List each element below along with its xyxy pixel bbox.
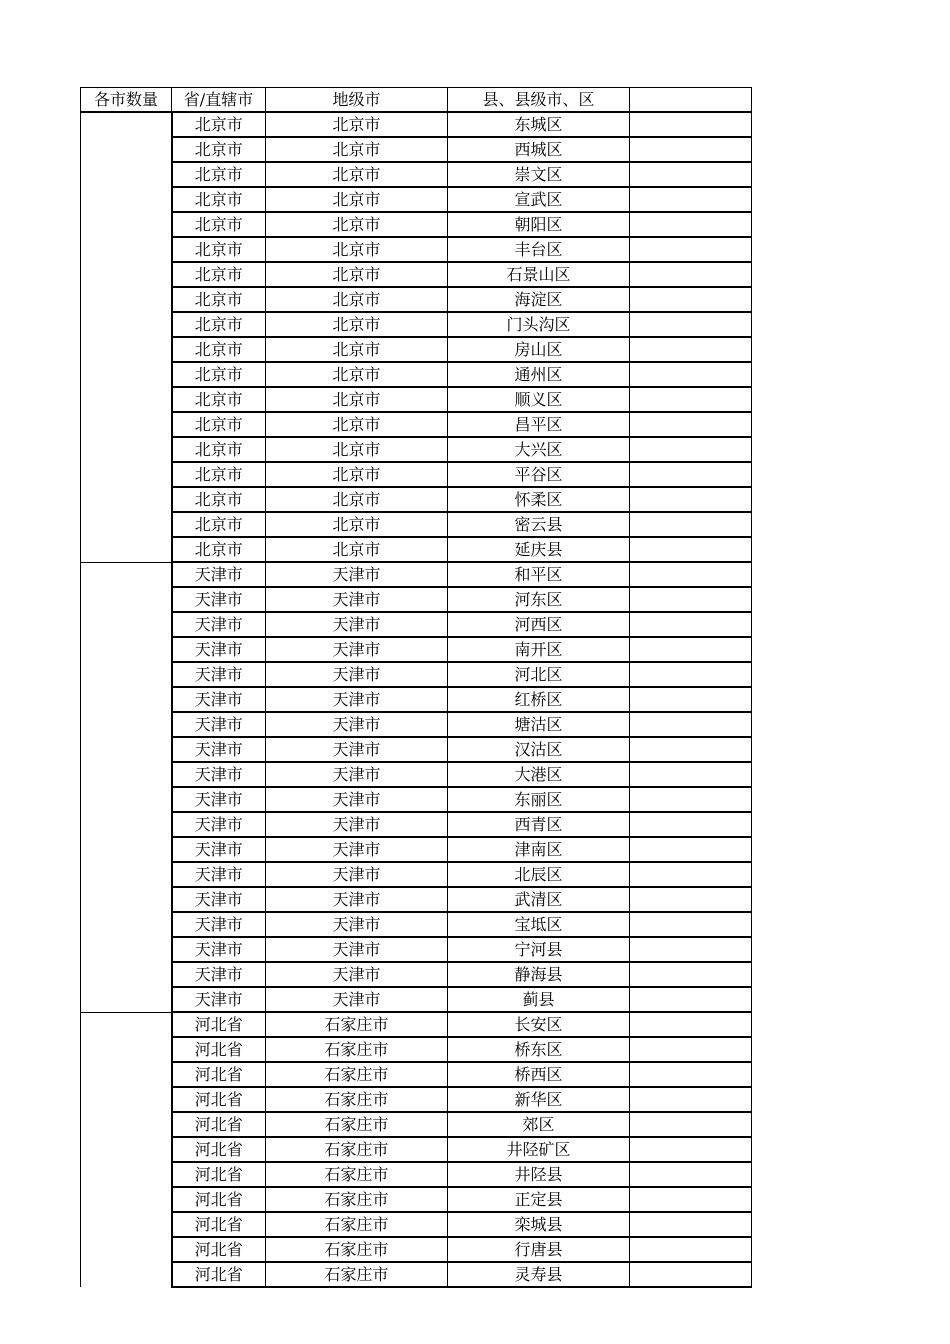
- city-cell[interactable]: 北京市: [266, 137, 448, 162]
- count-cell[interactable]: [81, 912, 172, 937]
- extra-cell[interactable]: [630, 737, 752, 762]
- province-cell[interactable]: 天津市: [172, 962, 266, 987]
- count-cell[interactable]: [81, 262, 172, 287]
- county-cell[interactable]: 东丽区: [448, 787, 630, 812]
- count-cell[interactable]: [81, 1262, 172, 1287]
- table-row: [81, 712, 752, 737]
- count-cell[interactable]: [81, 587, 172, 612]
- extra-cell[interactable]: [630, 112, 752, 137]
- province-cell[interactable]: 北京市: [172, 287, 266, 312]
- county-cell[interactable]: 静海县: [448, 962, 630, 987]
- province-cell[interactable]: 天津市: [172, 662, 266, 687]
- city-cell[interactable]: 天津市: [266, 737, 448, 762]
- count-cell[interactable]: [81, 537, 172, 562]
- county-cell[interactable]: 昌平区: [448, 412, 630, 437]
- count-cell[interactable]: [81, 612, 172, 637]
- province-cell[interactable]: 天津市: [172, 812, 266, 837]
- province-cell[interactable]: 北京市: [172, 337, 266, 362]
- header-count[interactable]: 各市数量: [81, 88, 172, 113]
- county-cell[interactable]: 西城区: [448, 137, 630, 162]
- county-cell[interactable]: 河北区: [448, 662, 630, 687]
- extra-cell[interactable]: [630, 1237, 752, 1262]
- county-cell[interactable]: 灵寿县: [448, 1262, 630, 1287]
- table-row: [81, 437, 752, 462]
- county-cell[interactable]: 延庆县: [448, 537, 630, 562]
- table-row: [81, 662, 752, 687]
- count-cell[interactable]: [81, 387, 172, 412]
- city-cell[interactable]: 石家庄市: [266, 1037, 448, 1062]
- count-cell[interactable]: [81, 1037, 172, 1062]
- city-cell[interactable]: 北京市: [266, 237, 448, 262]
- province-cell[interactable]: 天津市: [172, 612, 266, 637]
- extra-cell[interactable]: [630, 1137, 752, 1162]
- city-cell[interactable]: 北京市: [266, 262, 448, 287]
- count-cell[interactable]: [81, 362, 172, 387]
- province-cell[interactable]: 北京市: [172, 112, 266, 137]
- count-cell[interactable]: [81, 287, 172, 312]
- extra-cell[interactable]: [630, 887, 752, 912]
- count-cell[interactable]: [81, 862, 172, 887]
- extra-cell[interactable]: [630, 862, 752, 887]
- header-extra[interactable]: [630, 88, 752, 113]
- province-cell[interactable]: 北京市: [172, 362, 266, 387]
- city-cell[interactable]: 北京市: [266, 462, 448, 487]
- table-row: [81, 162, 752, 187]
- spreadsheet: [80, 87, 752, 1288]
- county-cell[interactable]: 红桥区: [448, 687, 630, 712]
- province-cell[interactable]: 河北省: [172, 1162, 266, 1187]
- county-cell[interactable]: 宣武区: [448, 187, 630, 212]
- count-cell[interactable]: [81, 712, 172, 737]
- province-cell[interactable]: 河北省: [172, 1137, 266, 1162]
- extra-cell[interactable]: [630, 387, 752, 412]
- province-cell[interactable]: 河北省: [172, 1087, 266, 1112]
- city-cell[interactable]: 天津市: [266, 987, 448, 1012]
- table-row: [81, 1062, 752, 1087]
- count-cell[interactable]: [81, 812, 172, 837]
- table-row: [81, 237, 752, 262]
- count-cell[interactable]: [81, 737, 172, 762]
- count-cell[interactable]: [81, 187, 172, 212]
- extra-cell[interactable]: [630, 1112, 752, 1137]
- count-cell[interactable]: [81, 1212, 172, 1237]
- count-cell[interactable]: [81, 1187, 172, 1212]
- county-cell[interactable]: 井陉矿区: [448, 1137, 630, 1162]
- region-table: [80, 87, 752, 1288]
- table-row: [81, 1237, 752, 1262]
- table-row: [81, 462, 752, 487]
- table-row: [81, 762, 752, 787]
- county-cell[interactable]: 桥东区: [448, 1037, 630, 1062]
- extra-cell[interactable]: [630, 412, 752, 437]
- province-cell[interactable]: 天津市: [172, 637, 266, 662]
- county-cell[interactable]: 丰台区: [448, 237, 630, 262]
- province-cell[interactable]: 北京市: [172, 512, 266, 537]
- count-cell[interactable]: [81, 237, 172, 262]
- extra-cell[interactable]: [630, 812, 752, 837]
- city-cell[interactable]: 天津市: [266, 837, 448, 862]
- city-cell[interactable]: 北京市: [266, 212, 448, 237]
- table-row: [81, 787, 752, 812]
- province-cell[interactable]: 天津市: [172, 837, 266, 862]
- city-cell[interactable]: 天津市: [266, 962, 448, 987]
- city-cell[interactable]: 天津市: [266, 787, 448, 812]
- extra-cell[interactable]: [630, 537, 752, 562]
- province-cell[interactable]: 天津市: [172, 737, 266, 762]
- city-cell[interactable]: 石家庄市: [266, 1237, 448, 1262]
- table-row: [81, 587, 752, 612]
- extra-cell[interactable]: [630, 937, 752, 962]
- county-cell[interactable]: 怀柔区: [448, 487, 630, 512]
- city-cell[interactable]: 天津市: [266, 762, 448, 787]
- province-cell[interactable]: 北京市: [172, 487, 266, 512]
- province-cell[interactable]: 北京市: [172, 137, 266, 162]
- province-cell[interactable]: 河北省: [172, 1062, 266, 1087]
- extra-cell[interactable]: [630, 1012, 752, 1037]
- extra-cell[interactable]: [630, 437, 752, 462]
- county-cell[interactable]: 平谷区: [448, 462, 630, 487]
- extra-cell[interactable]: [630, 612, 752, 637]
- extra-cell[interactable]: [630, 687, 752, 712]
- table-row: [81, 312, 752, 337]
- county-cell[interactable]: 顺义区: [448, 387, 630, 412]
- county-cell[interactable]: 宁河县: [448, 937, 630, 962]
- province-cell[interactable]: 河北省: [172, 1187, 266, 1212]
- county-cell[interactable]: 河东区: [448, 587, 630, 612]
- header-county[interactable]: 县、县级市、区: [448, 88, 630, 113]
- city-cell[interactable]: 北京市: [266, 312, 448, 337]
- count-cell[interactable]: [81, 1237, 172, 1262]
- city-cell[interactable]: 天津市: [266, 612, 448, 637]
- table-row: [81, 962, 752, 987]
- table-row: [81, 912, 752, 937]
- county-cell[interactable]: 河西区: [448, 612, 630, 637]
- province-cell[interactable]: 河北省: [172, 1037, 266, 1062]
- province-cell[interactable]: 北京市: [172, 187, 266, 212]
- province-cell[interactable]: 天津市: [172, 887, 266, 912]
- extra-cell[interactable]: [630, 287, 752, 312]
- county-cell[interactable]: 武清区: [448, 887, 630, 912]
- extra-cell[interactable]: [630, 762, 752, 787]
- count-cell[interactable]: [81, 987, 172, 1012]
- count-cell[interactable]: [81, 437, 172, 462]
- table-row: [81, 1012, 752, 1037]
- province-cell[interactable]: 河北省: [172, 1237, 266, 1262]
- table-row: [81, 337, 752, 362]
- county-cell[interactable]: 朝阳区: [448, 212, 630, 237]
- county-cell[interactable]: 大兴区: [448, 437, 630, 462]
- county-cell[interactable]: 南开区: [448, 637, 630, 662]
- city-cell[interactable]: 北京市: [266, 187, 448, 212]
- province-cell[interactable]: 北京市: [172, 162, 266, 187]
- province-cell[interactable]: 北京市: [172, 262, 266, 287]
- city-cell[interactable]: 天津市: [266, 662, 448, 687]
- province-cell[interactable]: 天津市: [172, 987, 266, 1012]
- province-cell[interactable]: 天津市: [172, 937, 266, 962]
- table-row: [81, 1112, 752, 1137]
- city-cell[interactable]: 天津市: [266, 637, 448, 662]
- table-row: [81, 612, 752, 637]
- extra-cell[interactable]: [630, 1062, 752, 1087]
- extra-cell[interactable]: [630, 587, 752, 612]
- extra-cell[interactable]: [630, 837, 752, 862]
- table-row: [81, 137, 752, 162]
- extra-cell[interactable]: [630, 912, 752, 937]
- extra-cell[interactable]: [630, 1162, 752, 1187]
- city-cell[interactable]: 北京市: [266, 512, 448, 537]
- count-cell[interactable]: [81, 337, 172, 362]
- city-cell[interactable]: 石家庄市: [266, 1262, 448, 1287]
- province-cell[interactable]: 天津市: [172, 912, 266, 937]
- province-cell[interactable]: 天津市: [172, 762, 266, 787]
- count-cell[interactable]: [81, 487, 172, 512]
- count-cell[interactable]: [81, 637, 172, 662]
- county-cell[interactable]: 井陉县: [448, 1162, 630, 1187]
- count-cell[interactable]: [81, 962, 172, 987]
- count-cell[interactable]: [81, 837, 172, 862]
- header-row: [81, 88, 752, 113]
- count-cell[interactable]: [81, 887, 172, 912]
- count-cell[interactable]: [81, 762, 172, 787]
- table-row: [81, 1137, 752, 1162]
- county-cell[interactable]: 新华区: [448, 1087, 630, 1112]
- extra-cell[interactable]: [630, 362, 752, 387]
- table-row: [81, 262, 752, 287]
- table-row: [81, 212, 752, 237]
- count-cell[interactable]: [81, 1162, 172, 1187]
- header-city[interactable]: 地级市: [266, 88, 448, 113]
- city-cell[interactable]: 天津市: [266, 812, 448, 837]
- table-row: [81, 537, 752, 562]
- province-cell[interactable]: 天津市: [172, 787, 266, 812]
- extra-cell[interactable]: [630, 1037, 752, 1062]
- province-cell[interactable]: 天津市: [172, 562, 266, 587]
- city-cell[interactable]: 天津市: [266, 862, 448, 887]
- extra-cell[interactable]: [630, 962, 752, 987]
- table-row: [81, 812, 752, 837]
- extra-cell[interactable]: [630, 662, 752, 687]
- count-cell[interactable]: [81, 137, 172, 162]
- count-cell[interactable]: [81, 687, 172, 712]
- county-cell[interactable]: 通州区: [448, 362, 630, 387]
- count-cell[interactable]: [81, 787, 172, 812]
- province-cell[interactable]: 天津市: [172, 712, 266, 737]
- county-cell[interactable]: 崇文区: [448, 162, 630, 187]
- county-cell[interactable]: 西青区: [448, 812, 630, 837]
- province-cell[interactable]: 天津市: [172, 687, 266, 712]
- table-row: [81, 512, 752, 537]
- table-row: [81, 362, 752, 387]
- city-cell[interactable]: 北京市: [266, 537, 448, 562]
- extra-cell[interactable]: [630, 787, 752, 812]
- county-cell[interactable]: 汉沽区: [448, 737, 630, 762]
- county-cell[interactable]: 海淀区: [448, 287, 630, 312]
- count-cell[interactable]: [81, 1012, 172, 1037]
- city-cell[interactable]: 北京市: [266, 337, 448, 362]
- city-cell[interactable]: 石家庄市: [266, 1212, 448, 1237]
- city-cell[interactable]: 北京市: [266, 387, 448, 412]
- table-row: [81, 637, 752, 662]
- table-row: [81, 412, 752, 437]
- extra-cell[interactable]: [630, 1212, 752, 1237]
- city-cell[interactable]: 北京市: [266, 287, 448, 312]
- count-cell[interactable]: [81, 162, 172, 187]
- city-cell[interactable]: 石家庄市: [266, 1112, 448, 1137]
- table-row: [81, 937, 752, 962]
- province-cell[interactable]: 天津市: [172, 862, 266, 887]
- province-cell[interactable]: 河北省: [172, 1012, 266, 1037]
- city-cell[interactable]: 石家庄市: [266, 1162, 448, 1187]
- county-cell[interactable]: 密云县: [448, 512, 630, 537]
- city-cell[interactable]: 天津市: [266, 712, 448, 737]
- city-cell[interactable]: 天津市: [266, 887, 448, 912]
- table-body: [81, 112, 752, 1287]
- county-cell[interactable]: 蓟县: [448, 987, 630, 1012]
- count-cell[interactable]: [81, 212, 172, 237]
- city-cell[interactable]: 石家庄市: [266, 1187, 448, 1212]
- count-cell[interactable]: [81, 562, 172, 587]
- province-cell[interactable]: 河北省: [172, 1112, 266, 1137]
- extra-cell[interactable]: [630, 1262, 752, 1287]
- county-cell[interactable]: 和平区: [448, 562, 630, 587]
- extra-cell[interactable]: [630, 637, 752, 662]
- province-cell[interactable]: 天津市: [172, 587, 266, 612]
- count-cell[interactable]: [81, 1087, 172, 1112]
- county-cell[interactable]: 石景山区: [448, 262, 630, 287]
- extra-cell[interactable]: [630, 212, 752, 237]
- city-cell[interactable]: 天津市: [266, 912, 448, 937]
- extra-cell[interactable]: [630, 562, 752, 587]
- city-cell[interactable]: 北京市: [266, 437, 448, 462]
- table-row: [81, 1087, 752, 1112]
- table-row: [81, 287, 752, 312]
- city-cell[interactable]: 石家庄市: [266, 1087, 448, 1112]
- county-cell[interactable]: 北辰区: [448, 862, 630, 887]
- extra-cell[interactable]: [630, 187, 752, 212]
- city-cell[interactable]: 天津市: [266, 562, 448, 587]
- province-cell[interactable]: 北京市: [172, 212, 266, 237]
- county-cell[interactable]: 门头沟区: [448, 312, 630, 337]
- table-row: [81, 562, 752, 587]
- province-cell[interactable]: 河北省: [172, 1262, 266, 1287]
- city-cell[interactable]: 石家庄市: [266, 1062, 448, 1087]
- extra-cell[interactable]: [630, 312, 752, 337]
- city-cell[interactable]: 石家庄市: [266, 1012, 448, 1037]
- county-cell[interactable]: 东城区: [448, 112, 630, 137]
- extra-cell[interactable]: [630, 337, 752, 362]
- count-cell[interactable]: [81, 462, 172, 487]
- county-cell[interactable]: 行唐县: [448, 1237, 630, 1262]
- table-row: [81, 187, 752, 212]
- count-cell[interactable]: [81, 312, 172, 337]
- count-cell[interactable]: [81, 662, 172, 687]
- count-cell[interactable]: [81, 1112, 172, 1137]
- province-cell[interactable]: 北京市: [172, 237, 266, 262]
- extra-cell[interactable]: [630, 712, 752, 737]
- table-row: [81, 687, 752, 712]
- county-cell[interactable]: 塘沽区: [448, 712, 630, 737]
- table-row: [81, 987, 752, 1012]
- extra-cell[interactable]: [630, 462, 752, 487]
- county-cell[interactable]: 正定县: [448, 1187, 630, 1212]
- table-row: [81, 387, 752, 412]
- city-cell[interactable]: 天津市: [266, 687, 448, 712]
- extra-cell[interactable]: [630, 487, 752, 512]
- county-cell[interactable]: 长安区: [448, 1012, 630, 1037]
- city-cell[interactable]: 北京市: [266, 162, 448, 187]
- table-row: [81, 1162, 752, 1187]
- extra-cell[interactable]: [630, 162, 752, 187]
- table-row: [81, 837, 752, 862]
- extra-cell[interactable]: [630, 237, 752, 262]
- province-cell[interactable]: 北京市: [172, 412, 266, 437]
- table-row: [81, 112, 752, 137]
- county-cell[interactable]: 宝坻区: [448, 912, 630, 937]
- extra-cell[interactable]: [630, 137, 752, 162]
- count-cell[interactable]: [81, 512, 172, 537]
- table-row: [81, 1037, 752, 1062]
- city-cell[interactable]: 北京市: [266, 487, 448, 512]
- city-cell[interactable]: 天津市: [266, 587, 448, 612]
- city-cell[interactable]: 北京市: [266, 412, 448, 437]
- table-row: [81, 1212, 752, 1237]
- table-row: [81, 737, 752, 762]
- table-row: [81, 862, 752, 887]
- count-cell[interactable]: [81, 1062, 172, 1087]
- province-cell[interactable]: 北京市: [172, 387, 266, 412]
- count-cell[interactable]: [81, 112, 172, 137]
- extra-cell[interactable]: [630, 1187, 752, 1212]
- city-cell[interactable]: 天津市: [266, 937, 448, 962]
- count-cell[interactable]: [81, 1137, 172, 1162]
- province-cell[interactable]: 北京市: [172, 312, 266, 337]
- header-province[interactable]: 省/直辖市: [172, 88, 266, 113]
- count-cell[interactable]: [81, 412, 172, 437]
- county-cell[interactable]: 桥西区: [448, 1062, 630, 1087]
- province-cell[interactable]: 北京市: [172, 462, 266, 487]
- city-cell[interactable]: 北京市: [266, 112, 448, 137]
- count-cell[interactable]: [81, 937, 172, 962]
- province-cell[interactable]: 河北省: [172, 1212, 266, 1237]
- province-cell[interactable]: 北京市: [172, 437, 266, 462]
- county-cell[interactable]: 房山区: [448, 337, 630, 362]
- extra-cell[interactable]: [630, 512, 752, 537]
- city-cell[interactable]: 北京市: [266, 362, 448, 387]
- county-cell[interactable]: 栾城县: [448, 1212, 630, 1237]
- table-row: [81, 1187, 752, 1212]
- city-cell[interactable]: 石家庄市: [266, 1137, 448, 1162]
- extra-cell[interactable]: [630, 1087, 752, 1112]
- table-row: [81, 887, 752, 912]
- extra-cell[interactable]: [630, 987, 752, 1012]
- extra-cell[interactable]: [630, 262, 752, 287]
- county-cell[interactable]: 大港区: [448, 762, 630, 787]
- table-row: [81, 1262, 752, 1287]
- county-cell[interactable]: 津南区: [448, 837, 630, 862]
- table-row: [81, 487, 752, 512]
- province-cell[interactable]: 北京市: [172, 537, 266, 562]
- county-cell[interactable]: 郊区: [448, 1112, 630, 1137]
